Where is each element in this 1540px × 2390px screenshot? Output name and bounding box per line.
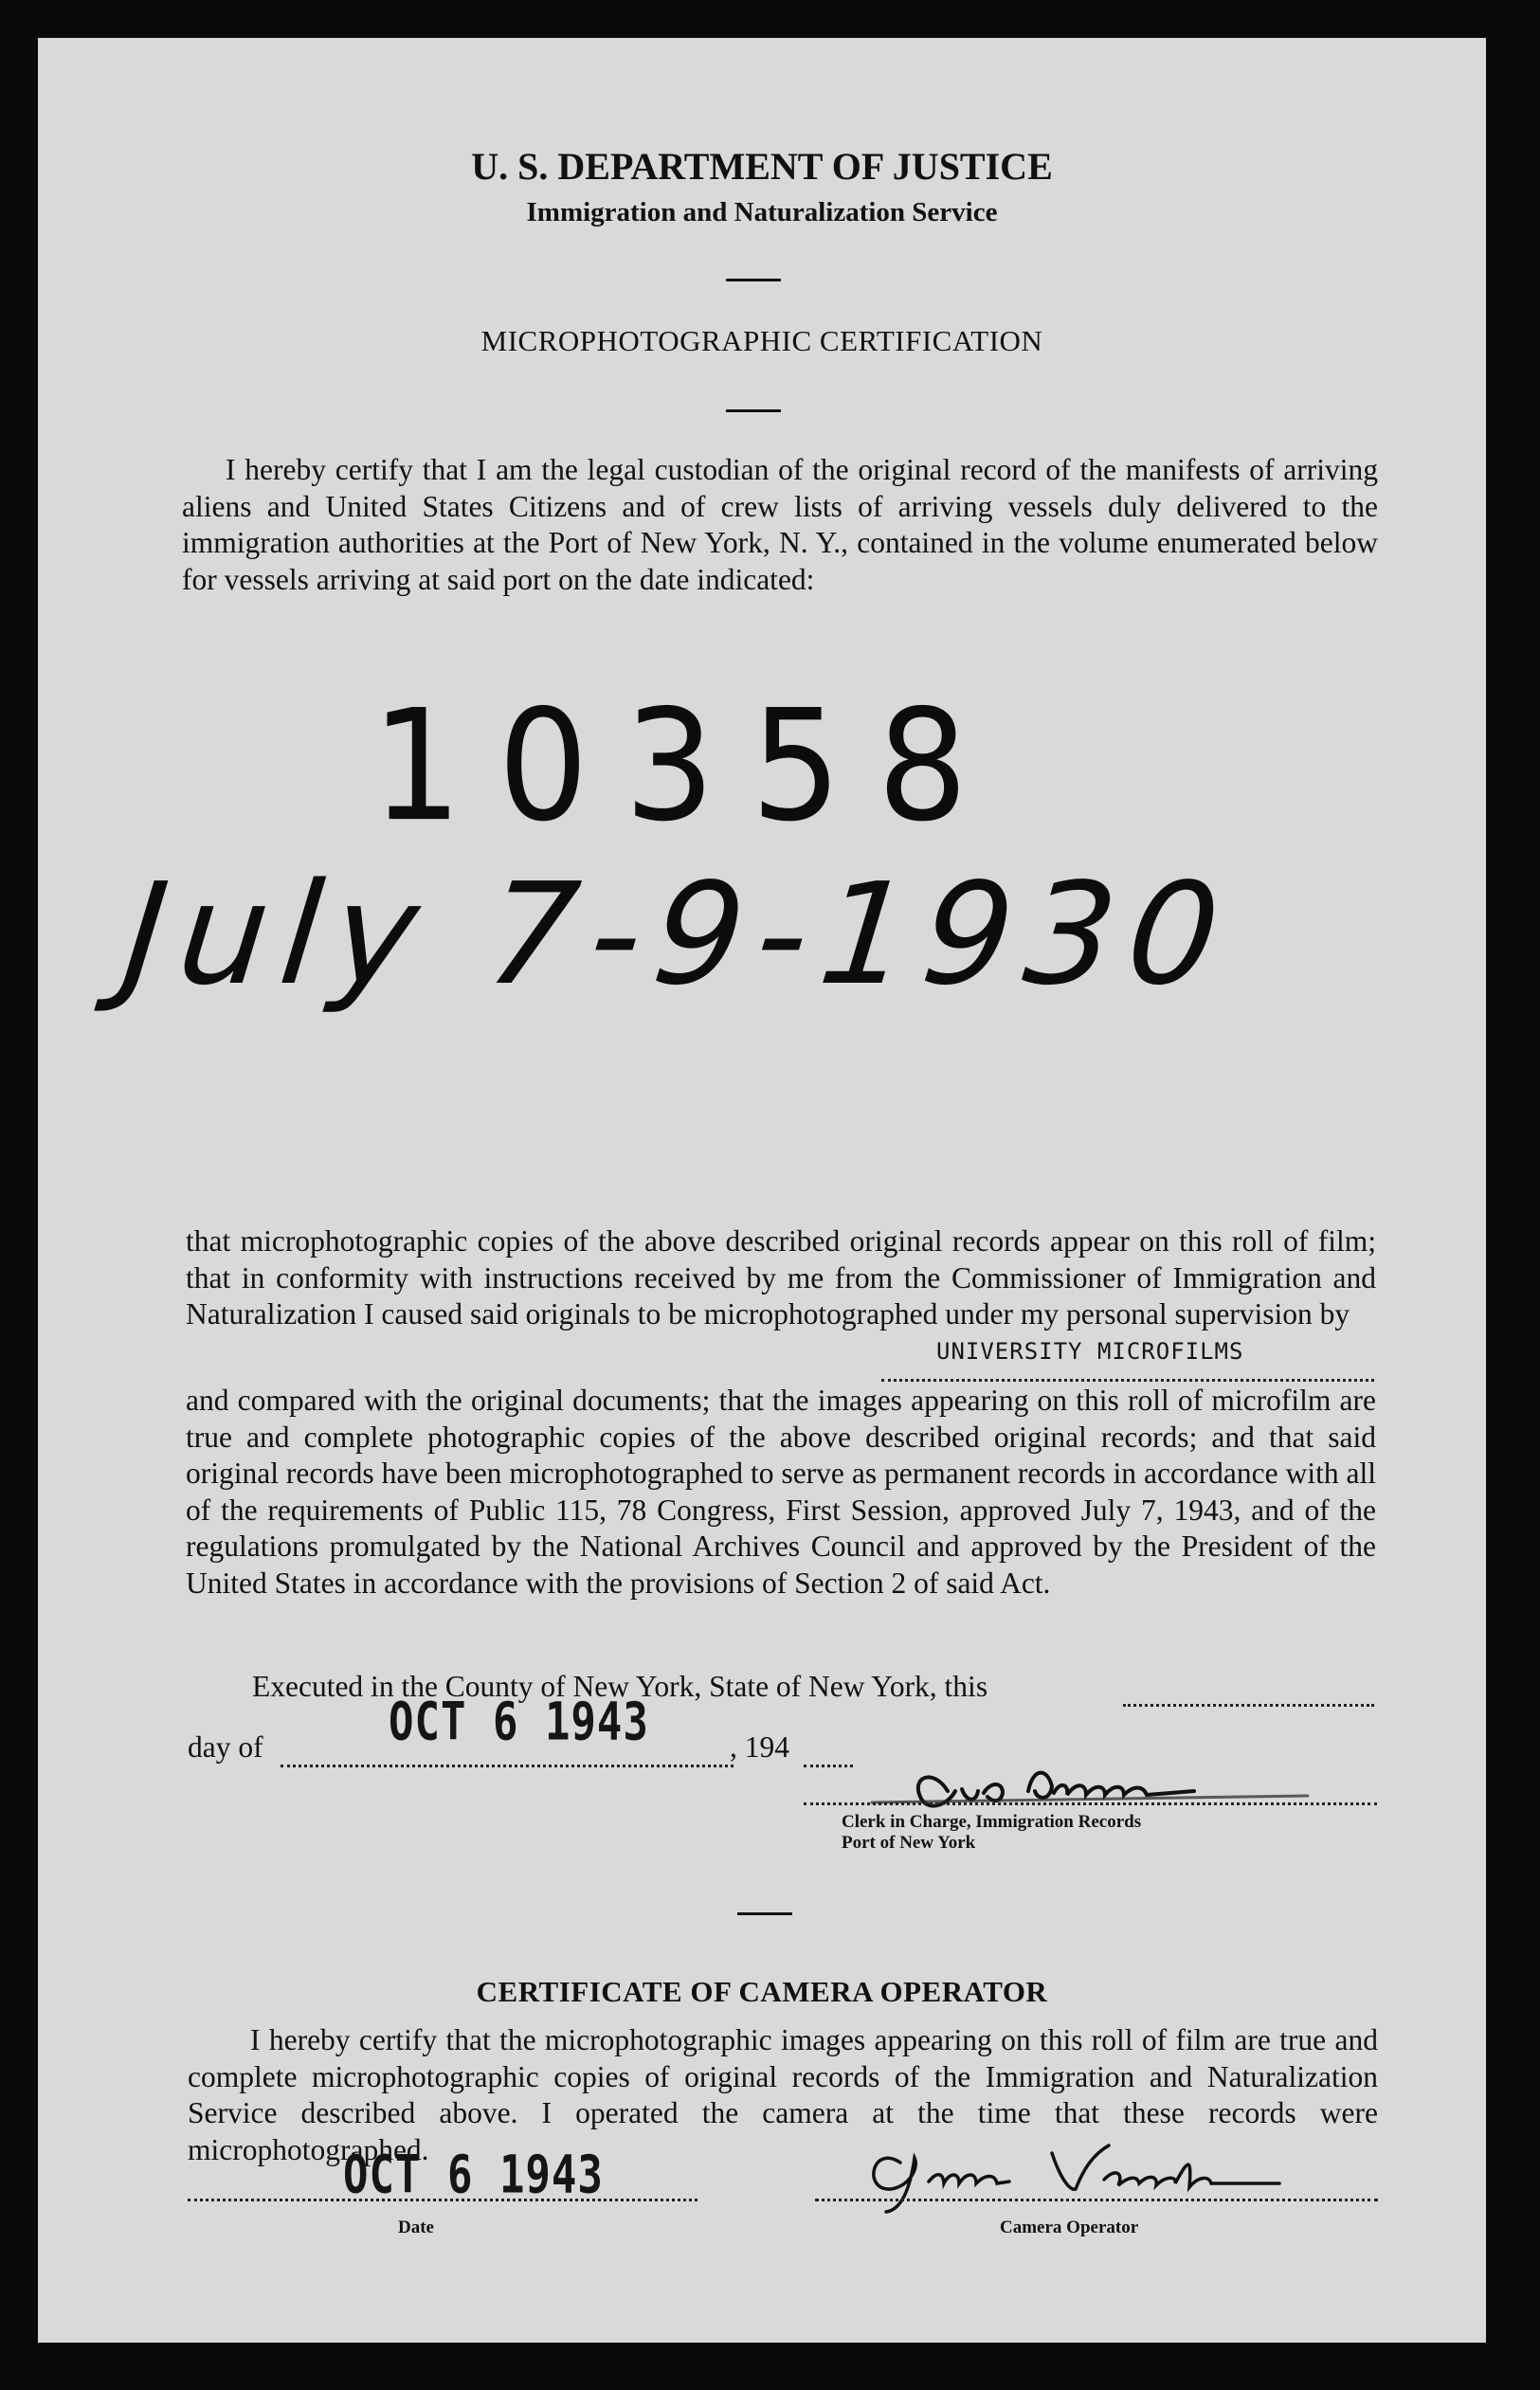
document-sheet (38, 38, 1486, 2343)
department-heading: U. S. DEPARTMENT OF JUSTICE (471, 145, 1053, 188)
day-of-line (281, 1765, 734, 1767)
camera-operator-label: Camera Operator (1000, 2218, 1139, 2237)
operator-date-stamp: OCT 6 1943 (343, 2145, 604, 2206)
supervisor-stamp: UNIVERSITY MICROFILMS (936, 1338, 1244, 1365)
day-of-label: day of (188, 1730, 263, 1764)
clerk-title: Clerk in Charge, Immigration Records (842, 1812, 1142, 1832)
year-prefix: , 194 (730, 1730, 789, 1764)
certification-body-part1: that microphotographic copies of the above described original records appear on this roll of film; that in conformity with instructions received by me from the Commissioner of Immigration and Naturalization I caused said originals to be microphotographed under my personal supervision by (186, 1224, 1376, 1331)
camera-operator-text: I hereby certify that the microphotographic images appearing on this roll of film are true and complete microphotographic copies of original records of the Immigration and Naturalization Service described above. I operated the camera at the time that these records were microphotographed. (188, 2023, 1378, 2166)
divider (726, 409, 781, 412)
date-label: Date (398, 2218, 434, 2237)
certification-intro: I hereby certify that I am the legal custodian of the original record of the manifests of arriving aliens and United States Citizens and of crew lists of arriving vessels duly delivered to the immigration authorities at the Port of New York, N. Y., contained in the volume enumerated below for vessels arriving at said port on the date indicated: (182, 453, 1378, 596)
supervisor-dotted-line (881, 1379, 1374, 1382)
camera-operator-heading: CERTIFICATE OF CAMERA OPERATOR (476, 1975, 1048, 2008)
divider (726, 279, 781, 281)
camera-operator-signature (834, 2134, 1365, 2219)
service-subheading: Immigration and Naturalization Service (526, 197, 998, 227)
executed-statement: Executed in the County of New York, State of New York, this (252, 1670, 988, 1703)
handwritten-volume-number: 10358 (371, 678, 1005, 856)
divider (737, 1912, 792, 1915)
handwritten-volume-dates: July 7-9-1930 (116, 853, 1241, 1016)
day-of-date-stamp: OCT 6 1943 (389, 1692, 649, 1753)
clerk-location: Port of New York (842, 1833, 976, 1853)
certification-body-part2: and compared with the original documents; that the images appearing on this roll of microfilm are true and complete photographic copies of the above described original records; and that said original records have been microphotographed to serve as permanent records in accordance with all of the requirements of Public 115, 78 Congress, First Session, approved July 7, 1943, and of the regulations promulgated by the National Archives Council and approved by the President of the United States in accordance with the provisions of Section 2 of said Act. (186, 1384, 1376, 1600)
certification-title: MICROPHOTOGRAPHIC CERTIFICATION (480, 324, 1043, 357)
operator-signature-line (815, 2199, 1378, 2201)
clerk-signature-line (804, 1802, 1377, 1805)
executed-day-line (1123, 1704, 1374, 1707)
